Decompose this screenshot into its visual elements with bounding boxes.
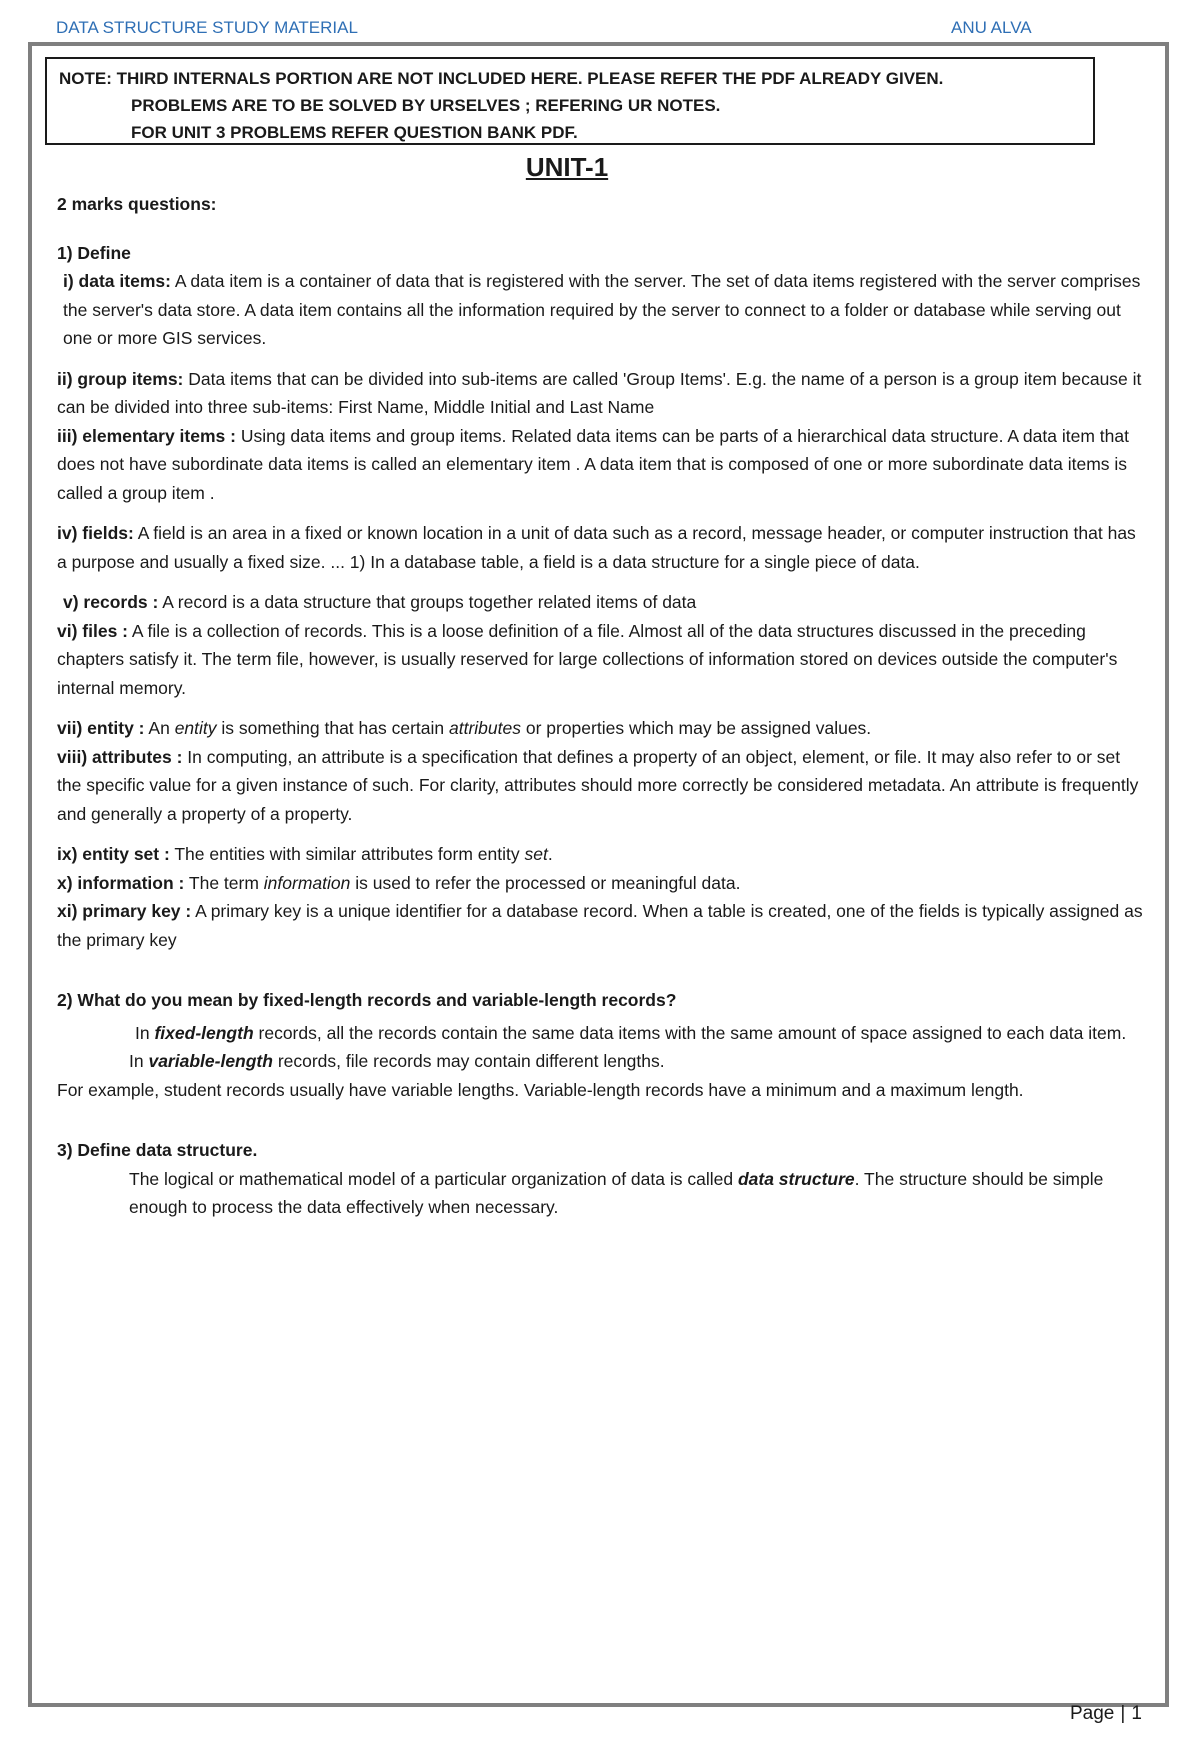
definition-text: The entities with similar attributes form entity	[169, 844, 525, 864]
paragraph-text: records, file records may contain different lengths.	[272, 1051, 665, 1071]
unit-title: UNIT-1	[525, 152, 609, 182]
definition-text: A file is a collection of records. This is a loose definition of a file. Almost all of the data structures discussed in the preceding chapters satisfy it. The term file, however, is usually reserved for large collections of information stored on devices outside the computer's internal memory.	[57, 620, 1118, 698]
term: i) data items:	[63, 271, 171, 291]
definition-text: Using data items and group items. Related data items can be parts of a hierarchical data structure. A data item that does not have subordinate data items is called an elementary item . A data item that is composed of one or more subordinate data items is called a group item .	[57, 425, 1129, 503]
emphasis: fixed-length	[154, 1022, 254, 1043]
section-title: 2 marks questions:	[57, 194, 217, 214]
paragraph-text: In	[135, 1022, 155, 1043]
definition-text: or properties which may be assigned values.	[520, 718, 872, 738]
note-line-2: PROBLEMS ARE TO BE SOLVED BY URSELVES ; REFERING UR NOTES.	[131, 96, 721, 115]
header-author: ANU ALVA	[951, 18, 1032, 37]
note-line-1: NOTE: THIRD INTERNALS PORTION ARE NOT INCLUDED HERE. PLEASE REFER THE PDF ALREADY GIVEN.	[59, 69, 944, 88]
question-3-title: 3) Define data structure.	[57, 1140, 258, 1160]
paragraph-text: The logical or mathematical model of a particular organization of data is called	[129, 1168, 738, 1189]
definition-attributes	[57, 743, 1147, 829]
page-separator: |	[1120, 1703, 1126, 1724]
term: vi) files :	[57, 620, 128, 641]
page-footer	[1070, 1703, 1142, 1725]
definition-text: A record is a data structure that groups together related items of data	[158, 592, 697, 612]
note-line-3: FOR UNIT 3 PROBLEMS REFER QUESTION BANK PDF.	[131, 123, 578, 142]
definition-elementary-items	[57, 422, 1147, 508]
definition-text: A data item is a container of data that is registered with the server. The set of data items registered with the server comprises the server's data store. A data item contains all the information required by the server to connect to a folder or database while serving out one or more GIS services.	[63, 271, 1141, 348]
emphasis: data structure	[737, 1168, 855, 1189]
header-title: DATA STRUCTURE STUDY MATERIAL	[56, 18, 358, 37]
term: v) records :	[63, 592, 159, 612]
emphasis: attributes	[449, 718, 521, 738]
fixed-length-paragraph	[57, 1019, 1147, 1048]
data-structure-paragraph	[57, 1165, 1147, 1222]
definition-data-items	[57, 267, 1147, 353]
term: ix) entity set :	[57, 844, 170, 864]
definition-text: Data items that can be divided into sub-items are called 'Group Items'. E.g. the name of a person is a group item because it can be divided into three sub-items: First Name, Middle Initial and Last Name	[57, 368, 1142, 417]
definition-files	[57, 617, 1147, 703]
paragraph-text: . The structure should be simple enough to process the data effectively when necessary.	[129, 1168, 1104, 1217]
page-label: Page	[1070, 1703, 1115, 1724]
note-box	[45, 57, 1095, 145]
term: iii) elementary items :	[57, 425, 236, 446]
definition-group-items	[57, 365, 1147, 422]
term: vii) entity :	[57, 718, 145, 738]
emphasis: variable-length	[148, 1051, 273, 1071]
definition-text: A field is an area in a fixed or known location in a unit of data such as a record, message header, or computer instruction that has a purpose and usually a fixed size. ... 1) In a database table, a field is a data structure for a single piece of data.	[57, 523, 1136, 572]
term: ii) group items:	[57, 368, 184, 389]
definition-entity	[57, 714, 1147, 743]
emphasis: information	[263, 872, 351, 893]
term: xi) primary key :	[57, 901, 192, 921]
definition-text: A primary key is a unique identifier for a database record. When a table is created, one of the fields is typically assigned as the primary key	[57, 901, 1143, 950]
definition-primary-key	[57, 897, 1147, 954]
definition-text: In computing, an attribute is a specification that defines a property of an object, element, or file. It may also refer to or set the specific value for a given instance of such. For clarity, attributes should more correctly be considered metadata. An attribute is frequently and generally a property of a property.	[57, 746, 1139, 824]
definition-text: .	[547, 844, 553, 864]
question-2-title: 2) What do you mean by fixed-length records and variable-length records?	[57, 990, 677, 1010]
paragraph-text: records, all the records contain the same data items with the same amount of space assigned to each data item.	[253, 1022, 1127, 1043]
definition-records	[57, 588, 1147, 617]
page-number: 1	[1131, 1703, 1142, 1724]
term: viii) attributes :	[57, 746, 183, 767]
emphasis: set	[524, 844, 548, 864]
definition-fields	[57, 519, 1147, 576]
definition-text: The term	[184, 872, 264, 893]
document-body	[57, 150, 1147, 1222]
question-1-title: 1) Define	[57, 242, 131, 263]
term: x) information :	[57, 872, 185, 893]
definition-text: is something that has certain	[216, 718, 449, 738]
paragraph-text: In	[129, 1051, 149, 1071]
definition-entity-set	[57, 840, 1147, 869]
definition-text: An	[144, 718, 175, 738]
variable-length-paragraph	[57, 1047, 1147, 1076]
term: iv) fields:	[57, 523, 134, 543]
emphasis: entity	[174, 718, 217, 738]
definition-text: is used to refer the processed or meaningful data.	[350, 872, 741, 893]
example-paragraph: For example, student records usually have variable lengths. Variable-length records have a minimum and a maximum length.	[57, 1079, 1024, 1100]
definition-information	[57, 869, 1147, 898]
